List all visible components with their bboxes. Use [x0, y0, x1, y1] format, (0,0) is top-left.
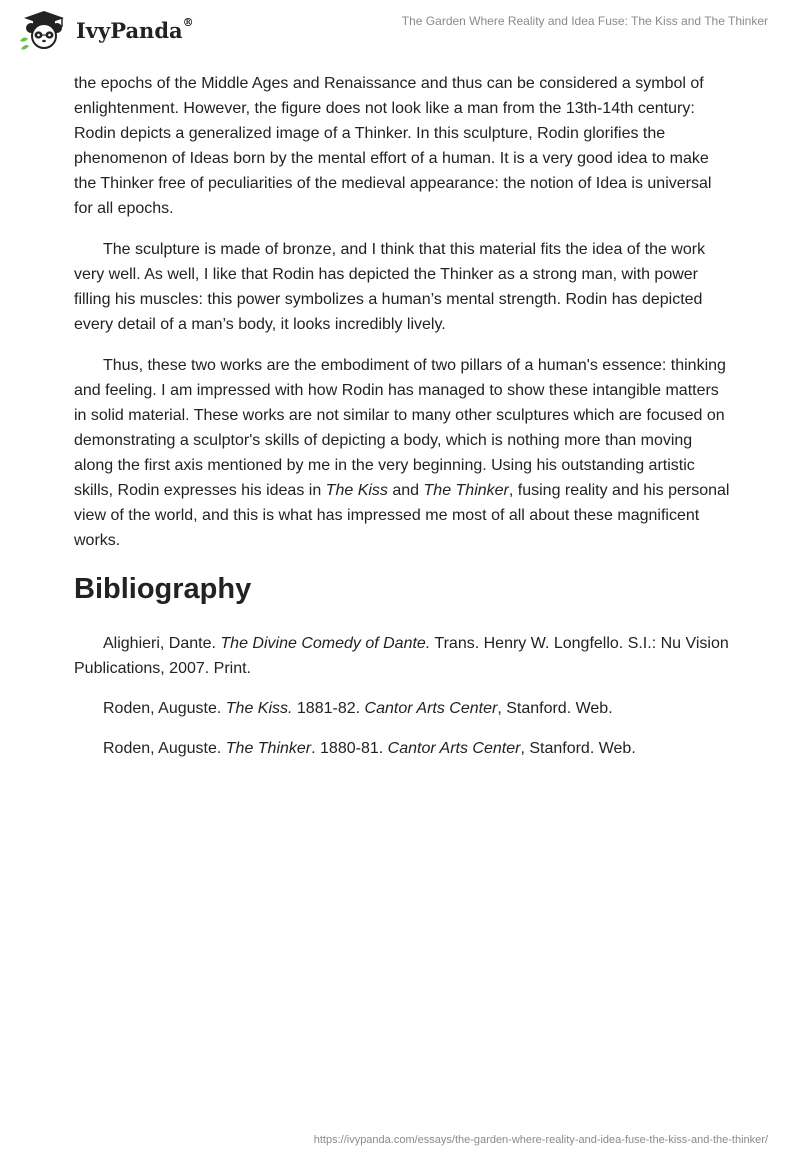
- ivypanda-logo[interactable]: [16, 9, 196, 49]
- brand-name: IvyPanda®: [76, 16, 194, 43]
- paragraph-2: The sculpture is made of bronze, and I think that this material fits the idea of the work very well. As well, I like that Rodin has depicted the Thinker as a strong man, with power filling his muscles: this power symbolizes a human’s mental strength. Rodin has depicted every detail of a man’s body, it looks incredibly lively.: [74, 241, 706, 333]
- paragraph-3: Thus, these two works are the embodiment of two pillars of a human's essence: thinking and feeling. I am impressed with how Rodin has managed to show these intangible matters in solid material. These works are not similar to many other sculptures which are focused on demonstrating a sculptor's skills of depicting a body, which is nothing more than moving along the first axis mentioned by me in the very beginning. Using his outstanding artistic skills, Rodin expresses his ideas in The Kiss and The Thinker, fusing reality and his personal view of the world, and this is what has impressed me most of all about these magnificent works.: [74, 357, 730, 549]
- bibliography-entry: Roden, Auguste. The Kiss. 1881-82. Cantor Arts Center, Stanford. Web.: [103, 700, 613, 717]
- work-title-the-thinker: The Thinker: [423, 482, 509, 499]
- document-title: The Garden Where Reality and Idea Fuse: The Kiss and The Thinker: [401, 14, 768, 28]
- panda-graduate-logo-icon: [16, 9, 70, 51]
- bibliography-heading: Bibliography: [74, 573, 252, 605]
- work-title-the-kiss: The Kiss: [325, 482, 388, 499]
- paragraph-1: the epochs of the Middle Ages and Renaissance and thus can be considered a symbol of enlightenment. However, the figure does not look like a man from the 13th-14th century: Rodin depicts a generalized image of a Thinker. In this sculpture, Rodin glorifies the phenomenon of Ideas born by the mental effort of a human. It is a very good idea to make the Thinker free of peculiarities of the medieval appearance: the notion of Idea is universal for all epochs.: [74, 75, 712, 217]
- bibliography-entry: Alighieri, Dante. The Divine Comedy of Dante. Trans. Henry W. Longfello. S.I.: Nu Vision Publications, 2007. Print.: [74, 635, 729, 677]
- essay-content: [74, 71, 734, 776]
- bibliography-entry: Roden, Auguste. The Thinker. 1880-81. Cantor Arts Center, Stanford. Web.: [103, 740, 636, 757]
- page-header: [0, 0, 800, 60]
- source-url-link[interactable]: https://ivypanda.com/essays/the-garden-where-reality-and-idea-fuse-the-kiss-and-the-thinker/: [313, 1134, 768, 1146]
